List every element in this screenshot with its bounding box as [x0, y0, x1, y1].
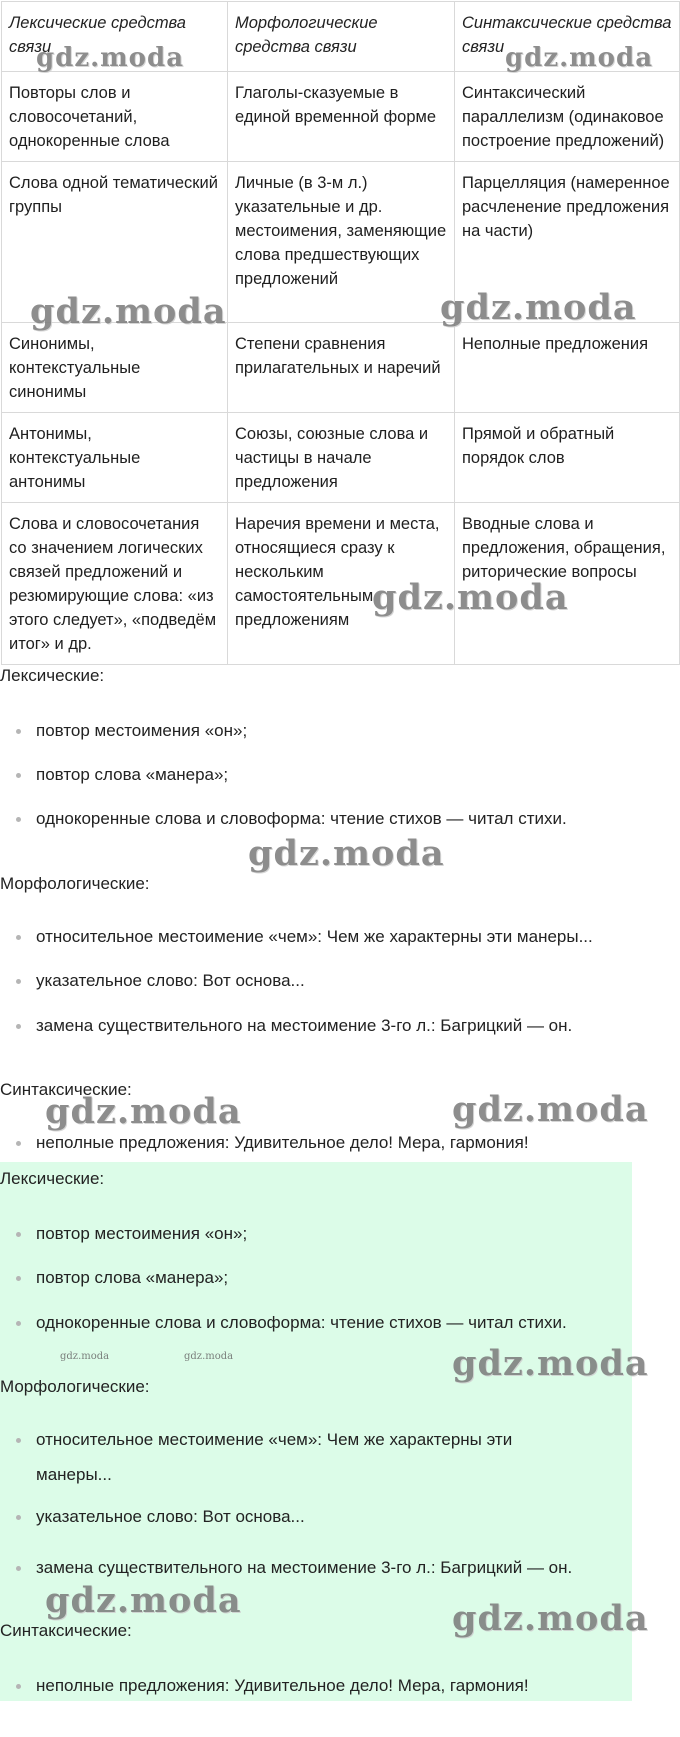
watermark: gdz.moda — [440, 287, 637, 328]
table-cell: Парцелляция (намеренное расчленение предложения на части) — [455, 162, 680, 323]
list-item: указательное слово: Вот основа... — [36, 1507, 305, 1526]
watermark: gdz.moda — [452, 1598, 649, 1639]
bullet-dot — [16, 1515, 21, 1520]
table-cell: Антонимы, контекстуальные антонимы — [2, 413, 228, 503]
table-cell: Глаголы-сказуемые в единой временной форме — [228, 72, 455, 162]
watermark: gdz.moda — [45, 1580, 242, 1621]
bullet-dot — [16, 773, 21, 778]
header-lexical: Лексические средства связи — [2, 2, 228, 72]
watermark: gdz.moda — [248, 833, 445, 874]
bullet-dot — [16, 1684, 21, 1689]
watermark: gdz.moda — [452, 1343, 649, 1384]
list-item: однокоренные слова и словоформа: чтение стихов — читал стихи. — [36, 1313, 567, 1332]
header-syntactic: Синтаксические средства связи — [455, 2, 680, 72]
bullet-dot — [16, 729, 21, 734]
syntactic-heading: Синтаксические: — [0, 1621, 132, 1640]
watermark: gdz.moda — [45, 1091, 242, 1132]
watermark: gdz.moda — [372, 577, 569, 618]
list-item-continuation: манеры... — [36, 1465, 112, 1484]
table-cell: Неполные предложения — [455, 323, 680, 413]
table-cell: Повторы слов и словосочетаний, однокоренные слова — [2, 72, 228, 162]
lexical-heading: Лексические: — [0, 1169, 105, 1188]
table-cell: Синонимы, контекстуальные синонимы — [2, 323, 228, 413]
table-cell: Союзы, союзные слова и частицы в начале предложения — [228, 413, 455, 503]
table-cell: Вводные слова и предложения, обращения, риторические вопросы — [455, 503, 680, 665]
list-item: однокоренные слова и словоформа: чтение стихов — читал стихи. — [36, 809, 567, 828]
bullet-dot — [16, 1024, 21, 1029]
bullet-dot — [16, 1232, 21, 1237]
bullet-dot — [16, 1141, 21, 1146]
list-item: неполные предложения: Удивительное дело! Мера, гармония! — [36, 1133, 529, 1152]
list-item: замена существительного на местоимение 3-го л.: Багрицкий — он. — [36, 1016, 573, 1035]
list-item: замена существительного на местоимение 3-го л.: Багрицкий — он. — [36, 1558, 573, 1577]
table-cell: Степени сравнения прилагательных и наречий — [228, 323, 455, 413]
table-cell: Слова и словосочетания со значением логических связей предложений и резюмирующие слова: «из этого следует», «подведём итог» и др. — [2, 503, 228, 665]
lexical-heading: Лексические: — [0, 666, 105, 685]
watermark: gdz.moda — [30, 291, 227, 332]
list-item: повтор слова «манера»; — [36, 1268, 229, 1287]
list-item: повтор слова «манера»; — [36, 765, 229, 784]
list-item: относительное местоимение «чем»: Чем же характерны эти манеры... — [36, 927, 593, 946]
list-item: относительное местоимение «чем»: Чем же характерны эти — [36, 1430, 513, 1449]
list-item: повтор местоимения «он»; — [36, 721, 248, 740]
connection-means-table — [1, 1, 680, 665]
watermark: gdz.moda — [452, 1089, 649, 1130]
table-row — [2, 413, 680, 503]
bullet-dot — [16, 817, 21, 822]
syntactic-heading: Синтаксические: — [0, 1080, 132, 1099]
table-row — [2, 72, 680, 162]
watermark: gdz.moda — [505, 43, 654, 73]
morphological-heading: Морфологические: — [0, 1377, 150, 1396]
list-item: указательное слово: Вот основа... — [36, 971, 305, 990]
bullet-dot — [16, 1321, 21, 1326]
bullet-dot — [16, 1276, 21, 1281]
table-cell: Личные (в 3-м л.) указательные и др. местоимения, заменяющие слова предшествующих предложений — [228, 162, 455, 323]
table-cell: Наречия времени и места, относящиеся сразу к нескольким самостоятельным предложениям — [228, 503, 455, 665]
bullet-dot — [16, 1438, 21, 1443]
watermark-small: gdz.moda — [184, 1351, 234, 1362]
table-cell: Прямой и обратный порядок слов — [455, 413, 680, 503]
watermark: gdz.moda — [36, 43, 185, 73]
list-item: неполные предложения: Удивительное дело! Мера, гармония! — [36, 1676, 529, 1695]
list-item: повтор местоимения «он»; — [36, 1224, 248, 1243]
watermark-small: gdz.moda — [60, 1351, 110, 1362]
table-cell: Слова одной тематический группы — [2, 162, 228, 323]
header-morphological: Морфологические средства связи — [228, 2, 455, 72]
table-cell: Синтаксический параллелизм (одинаковое построение предложений) — [455, 72, 680, 162]
bullet-dot — [16, 979, 21, 984]
bullet-dot — [16, 935, 21, 940]
table-row — [2, 323, 680, 413]
bullet-dot — [16, 1566, 21, 1571]
morphological-heading: Морфологические: — [0, 874, 150, 893]
table-row — [2, 503, 680, 665]
